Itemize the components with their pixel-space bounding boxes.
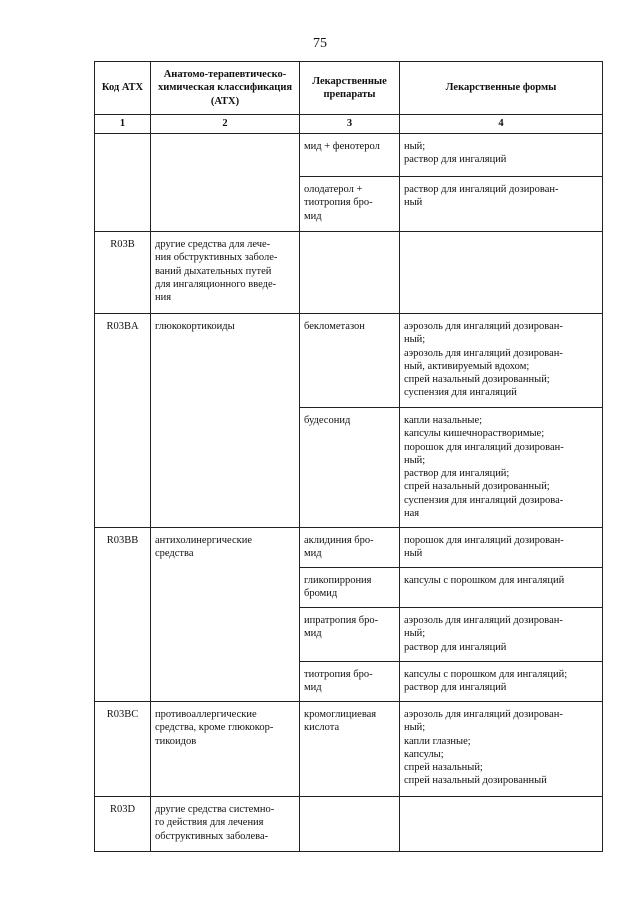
table-row (95, 702, 603, 797)
classification-cell: противоаллергические средства, кроме глюкокор- тикоидов (151, 702, 300, 797)
dosage-form-cell (400, 232, 603, 314)
header-atc-code: Код АТХ (95, 62, 151, 115)
drug-cell: беклометазон (300, 314, 400, 408)
atc-code-cell: R03B (95, 232, 151, 314)
atc-code-cell: R03BB (95, 528, 151, 702)
column-number: 4 (400, 115, 603, 134)
dosage-form-cell: аэрозоль для ингаляций дозирован- ный; аэрозоль для ингаляций дозирован- ный, активируемый вдохом; спрей назальный дозированный; суспензия для ингаляций (400, 314, 603, 408)
table-row (95, 797, 603, 852)
dosage-form-cell: порошок для ингаляций дозирован- ный (400, 528, 603, 568)
dosage-form-cell: капсулы с порошком для ингаляций; раствор для ингаляций (400, 662, 603, 702)
dosage-form-cell: капли назальные; капсулы кишечнорастворимые; порошок для ингаляций дозирован- ный; раствор для ингаляций; спрей назальный дозированный; суспензия для ингаляций дозирова- ная (400, 408, 603, 528)
drug-cell: будесонид (300, 408, 400, 528)
classification-cell (151, 134, 300, 232)
header-drugs: Лекарственные препараты (300, 62, 400, 115)
drug-cell: мид + фенотерол (300, 134, 400, 177)
page-number: 75 (313, 36, 327, 51)
classification-cell: другие средства системно- го действия для лечения обструктивных заболева- (151, 797, 300, 852)
dosage-form-cell: раствор для ингаляций дозирован- ный (400, 177, 603, 232)
table-row (95, 314, 603, 408)
classification-cell: глюкокортикоиды (151, 314, 300, 528)
classification-cell: другие средства для лече- ния обструктивных заболе- ваний дыхательных путей для ингаляционного введе- ния (151, 232, 300, 314)
atc-code-cell: R03BA (95, 314, 151, 528)
atc-table (94, 61, 603, 852)
column-number: 2 (151, 115, 300, 134)
dosage-form-cell: аэрозоль для ингаляций дозирован- ный; капли глазные; капсулы; спрей назальный; спрей назальный дозированный (400, 702, 603, 797)
atc-code-cell: R03BC (95, 702, 151, 797)
table-row (95, 528, 603, 568)
atc-code-cell (95, 134, 151, 232)
drug-cell: тиотропия бро- мид (300, 662, 400, 702)
table-header-row (95, 62, 603, 115)
dosage-form-cell: ный; раствор для ингаляций (400, 134, 603, 177)
drug-cell: олодатерол + тиотропия бро- мид (300, 177, 400, 232)
column-number: 3 (300, 115, 400, 134)
column-number: 1 (95, 115, 151, 134)
drug-cell (300, 232, 400, 314)
classification-cell: антихолинергические средства (151, 528, 300, 702)
atc-code-cell: R03D (95, 797, 151, 852)
header-atc-classification: Анатомо-терапевтическо- химическая классификация (АТХ) (151, 62, 300, 115)
dosage-form-cell (400, 797, 603, 852)
column-number-row (95, 115, 603, 134)
drug-cell: кромоглициевая кислота (300, 702, 400, 797)
drug-cell (300, 797, 400, 852)
drug-cell: ипратропия бро- мид (300, 608, 400, 662)
table-row (95, 134, 603, 177)
dosage-form-cell: капсулы с порошком для ингаляций (400, 568, 603, 608)
header-dosage-forms: Лекарственные формы (400, 62, 603, 115)
drug-cell: аклидиния бро- мид (300, 528, 400, 568)
drug-cell: гликопиррония бромид (300, 568, 400, 608)
dosage-form-cell: аэрозоль для ингаляций дозирован- ный; раствор для ингаляций (400, 608, 603, 662)
table-row (95, 232, 603, 314)
